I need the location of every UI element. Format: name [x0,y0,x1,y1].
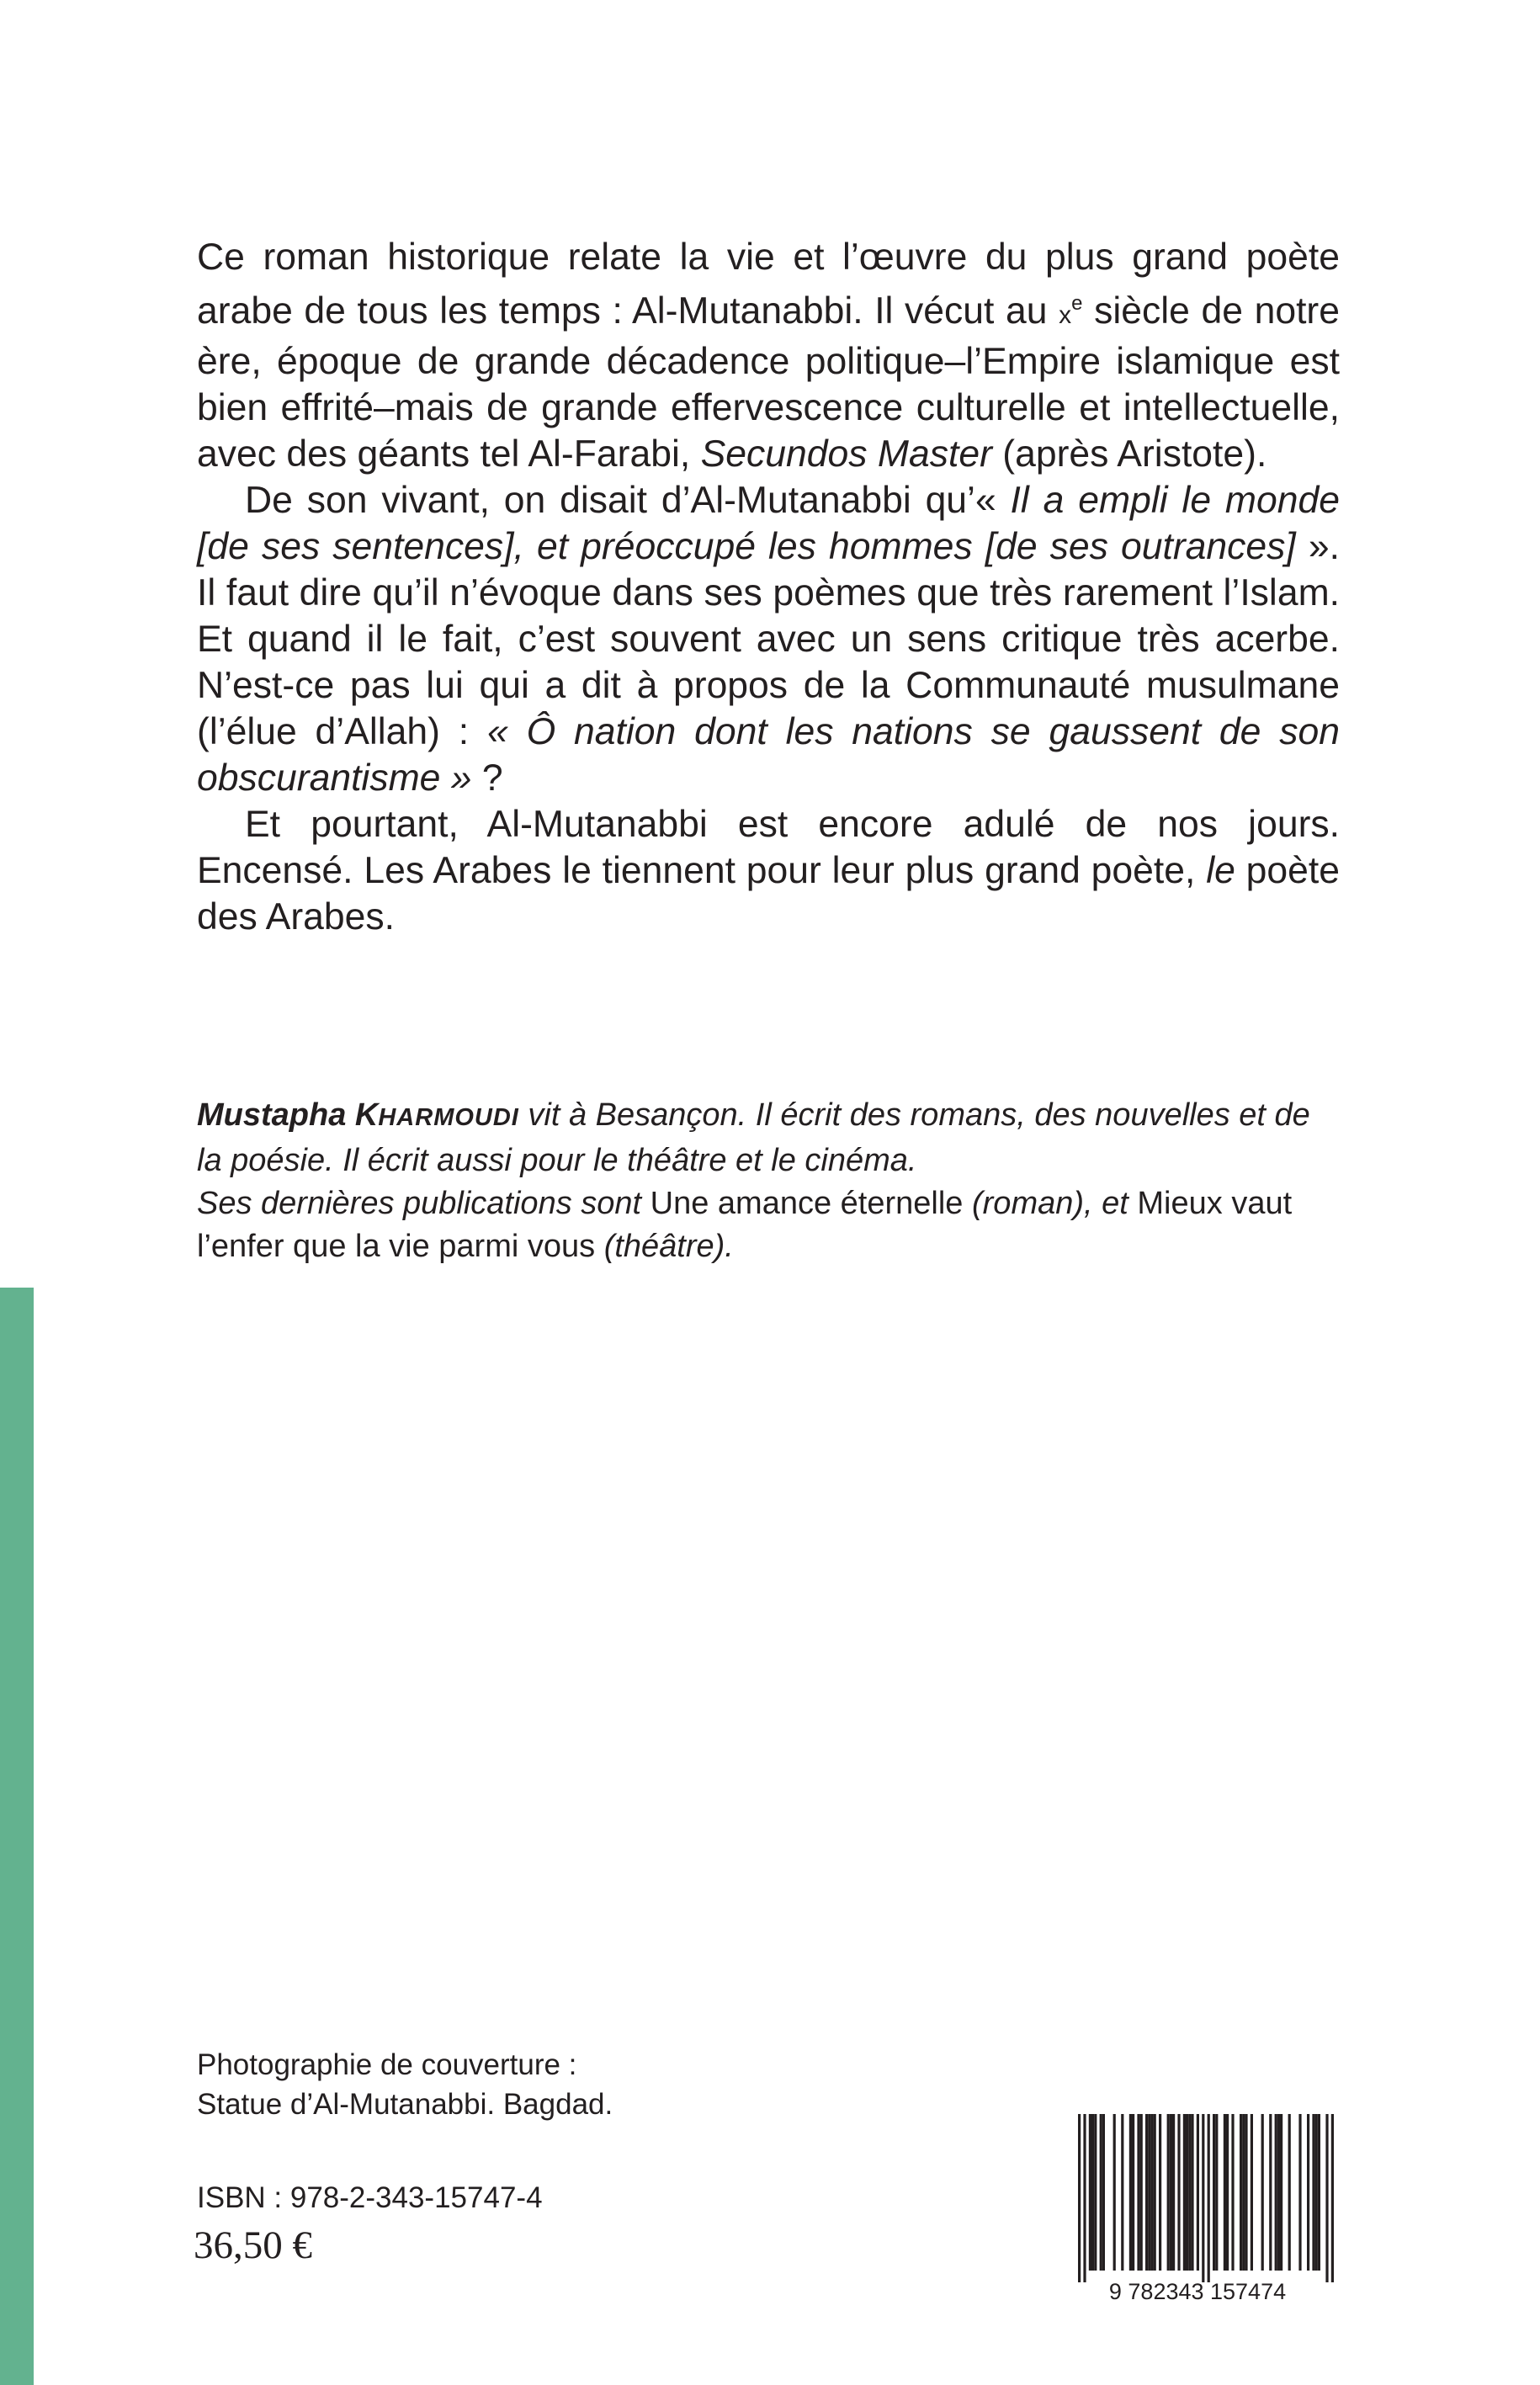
blurb-paragraph-2: De son vivant, on disait d’Al-Mutanabbi qu’« Il a empli le monde [de ses sentences], et préoccupé les hommes [de ses outrances] ». Il faut dire qu’il n’évoque dans ses poèmes que très rarement l’Islam. Et quand il le fait, c’est souvent avec un sens critique très acerbe. N’est-ce pas lui qui a dit à propos de la Communauté musulmane (l’élue d’Allah) : « Ô nation dont les nations se gaussent de son obscurantisme » ? [197,480,1340,799]
barcode-bars [1078,2114,1334,2282]
barcode-bar [1280,2114,1282,2271]
barcode-bar [1208,2114,1210,2282]
photo-credit-caption: Statue d’Al-Mutanabbi. Bagdad. [197,2088,613,2121]
barcode-bar [1288,2114,1291,2271]
barcode-bar [1261,2114,1264,2271]
barcode-bar [1251,2114,1253,2271]
barcode-bar [1091,2114,1094,2271]
barcode-bar [1213,2114,1215,2271]
barcode-bar [1172,2114,1175,2271]
back-cover-blurb [197,234,1340,940]
barcode-bar [1140,2114,1143,2271]
barcode-bar [1089,2114,1091,2271]
barcode-bar [1224,2114,1226,2271]
barcode-bar [1191,2114,1193,2271]
barcode-bar [1137,2114,1139,2271]
barcode-bar [1154,2114,1156,2271]
barcode-bar [1094,2114,1097,2271]
barcode-bar [1132,2114,1134,2271]
barcode-bar [1177,2114,1180,2271]
author-first-name: Mustapha [197,1097,355,1133]
barcode-bar [1240,2114,1242,2271]
barcode-bar [1121,2114,1123,2271]
barcode-bar [1215,2114,1218,2271]
barcode-bar [1245,2114,1247,2271]
barcode-bar [1148,2114,1150,2271]
blurb-paragraph-3: Et pourtant, Al-Mutanabbi est encore adulé de nos jours. Encensé. Les Arabes le tiennent pour leur plus grand poète, le poète des Arabes. [197,804,1340,938]
barcode-bar [1312,2114,1314,2271]
author-bio-line: Mustapha KHARMOUDI vit à Besançon. Il écrit des romans, des nouvelles et de la poésie. Il écrit aussi pour le théâtre et le cinéma. [197,1097,1310,1178]
barcode-bar [1318,2114,1320,2271]
barcode-bar [1186,2114,1188,2271]
barcode-bar [1231,2114,1234,2271]
barcode-bar [1167,2114,1170,2271]
barcode-bar [1100,2114,1102,2271]
barcode-digits: 9 782343 157474 [1108,2279,1287,2304]
barcode-bar [1159,2114,1161,2271]
author-publications: Ses dernières publications sont Une amance éternelle (roman), et Mieux vaut l’enfer que la vie parmi vous (théâtre). [197,1186,1293,1264]
barcode-bar [1277,2114,1280,2271]
photo-credit-label: Photographie de couverture : [197,2048,577,2081]
author-last-name-initial: K [354,1097,379,1133]
barcode-bar [1078,2114,1081,2282]
author-last-name-rest: HARMOUDI [378,1104,519,1131]
isbn: ISBN : 978-2-343-15747-4 [197,2181,543,2214]
barcode-bar [1083,2114,1086,2282]
barcode [1056,2111,1339,2306]
barcode-bar [1269,2114,1272,2271]
barcode-bar [1150,2114,1153,2271]
barcode-bar [1226,2114,1229,2271]
blurb-paragraph-1: Ce roman historique relate la vie et l’œuvre du plus grand poète arabe de tous les temps : Al-Mutanabbi. Il vécut au $x^e$ siècle de notre ère, époque de grande décadence politique–l’Empire islamique est bien effrité–mais de grande effervescence culturelle et intellectuelle, avec des géants tel Al-Farabi, Secundos Master (après Aristote). [197,236,1340,475]
barcode-bar [1183,2114,1186,2271]
barcode-bar [1145,2114,1148,2271]
barcode-bar [1275,2114,1277,2271]
barcode-bar [1325,2114,1328,2282]
barcode-bar [1170,2114,1172,2271]
barcode-bar [1129,2114,1132,2271]
barcode-bar [1102,2114,1105,2271]
barcode-bar [1113,2114,1116,2271]
barcode-bar [1242,2114,1245,2271]
photo-credits [197,2045,836,2124]
barcode-bar [1298,2114,1301,2271]
barcode-bar [1331,2114,1334,2282]
barcode-bar [1202,2114,1204,2282]
barcode-bar [1307,2114,1309,2271]
author-bio [197,1094,1341,1268]
barcode-bar [1315,2114,1318,2271]
barcode-bar [1188,2114,1191,2271]
price: 36,50 € [194,2223,312,2267]
barcode-bar [1197,2114,1199,2271]
spine-color-band [0,1288,34,2385]
